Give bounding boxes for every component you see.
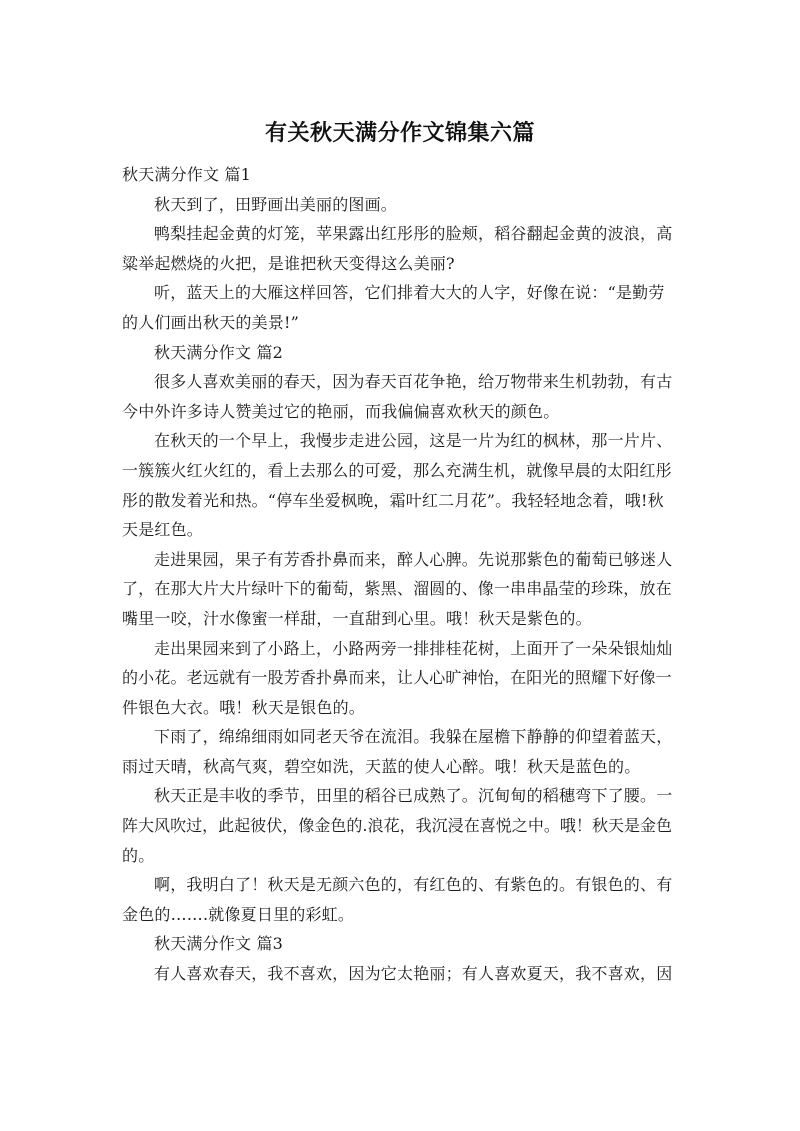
paragraph-line: 走进果园，果子有芳香扑鼻而来，醉人心脾。先说那紫色的葡萄已够迷人 <box>154 549 673 569</box>
paragraph-line: 今中外许多诗人赞美过它的艳丽，而我偏偏喜欢秋天的颜色。 <box>122 401 560 421</box>
paragraph-line: 粱举起燃烧的火把，是谁把秋天变得这么美丽? <box>122 253 455 273</box>
paragraph-line: 很多人喜欢美丽的春天，因为春天百花争艳，给万物带来生机勃勃，有古 <box>154 372 673 392</box>
document-body <box>122 160 672 989</box>
paragraph-line: 下雨了，绵绵细雨如同老天爷在流泪。我躲在屋檐下静静的仰望着蓝天， <box>154 727 673 747</box>
paragraph-line: 啊，我明白了！秋天是无颜六色的，有红色的、有紫色的。有银色的、有 <box>154 875 673 895</box>
paragraph-line: 天是红色。 <box>122 520 204 540</box>
paragraph-line: 彤的散发着光和热。“停车坐爱枫晚，霜叶红二月花”。我轻轻地念着，哦!秋 <box>122 490 664 510</box>
paragraph-line: 秋天正是丰收的季节，田里的稻谷已成熟了。沉甸甸的稻穗弯下了腰。一 <box>154 786 673 806</box>
paragraph-line: 在秋天的一个早上，我慢步走进公园，这是一片为红的枫林，那一片片、 <box>154 431 673 451</box>
paragraph-line: 了，在那大片大片绿叶下的葡萄，紫黑、溜圆的、像一串串晶莹的珍珠，放在 <box>122 579 672 599</box>
paragraph-line: 走出果园来到了小路上，小路两旁一排排桂花树，上面开了一朵朵银灿灿 <box>154 638 673 658</box>
paragraph-line: 一簇簇火红火红的，看上去那么的可爱，那么充满生机，就像早晨的太阳红彤 <box>122 460 672 480</box>
section-heading-1: 秋天满分作文 篇1 <box>122 165 252 184</box>
paragraph-line: 金色的…….就像夏日里的彩虹。 <box>122 904 355 924</box>
document-title: 有关秋天满分作文锦集六篇 <box>264 121 535 146</box>
paragraph-line: 听，蓝天上的大雁这样回答，它们排着大大的人字，好像在说：“是勤劳 <box>154 283 665 303</box>
paragraph-line: 嘴里一咬，汁水像蜜一样甜，一直甜到心里。哦！秋天是紫色的。 <box>122 608 592 628</box>
paragraph-line: 的小花。老远就有一股芳香扑鼻而来，让人心旷神怡，在阳光的照耀下好像一 <box>122 668 672 688</box>
paragraph-line: 的。 <box>122 845 155 865</box>
paragraph-line: 秋天到了，田野画出美丽的图画。 <box>154 194 398 214</box>
paragraph-line: 雨过天晴，秋高气爽，碧空如洗，天蓝的使人心醉。哦！秋天是蓝色的。 <box>122 756 641 776</box>
paragraph-line: 的人们画出秋天的美景!” <box>122 312 300 332</box>
section-heading-2: 秋天满分作文 篇2 <box>154 342 284 362</box>
paragraph-line: 有人喜欢春天，我不喜欢，因为它太艳丽；有人喜欢夏天，我不喜欢，因 <box>154 964 673 984</box>
paragraph-line: 鸭梨挂起金黄的灯笼，苹果露出红彤彤的脸颊，稻谷翻起金黄的波浪，高 <box>154 224 673 244</box>
section-heading-3: 秋天满分作文 篇3 <box>154 934 284 954</box>
paragraph-line: 阵大风吹过，此起彼伏，像金色的.浪花，我沉浸在喜悦之中。哦！秋天是金色 <box>122 816 673 836</box>
paragraph-line: 件银色大衣。哦！秋天是银色的。 <box>122 697 366 717</box>
